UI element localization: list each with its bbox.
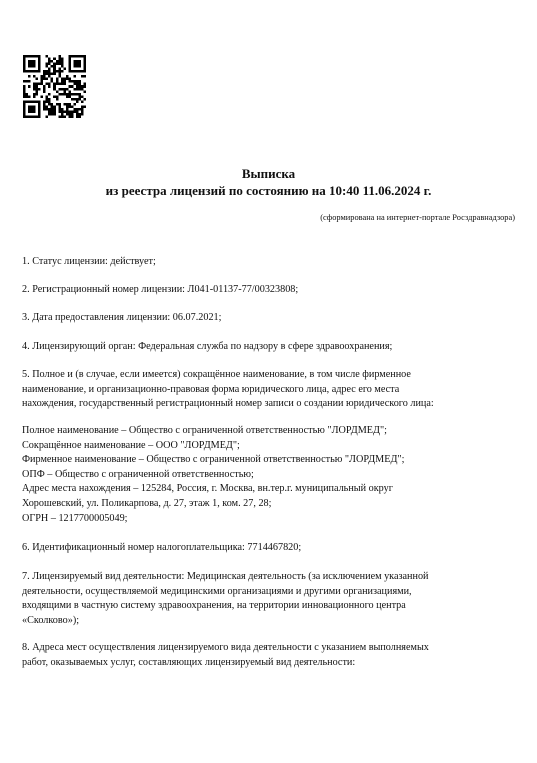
document-subtitle: из реестра лицензий по состоянию на 10:40 11.06.2024 г. [105,183,432,198]
text-line: Адрес места нахождения – 125284, Россия, г. Москва, вн.тер.г. муниципальный округ [22,483,393,495]
text-line: ОГРН – 1217700005049; [22,512,128,524]
item-reg-number-text: 2. Регистрационный номер лицензии: Л041-01137-77/00323808; [22,284,299,295]
item-activity [22,570,522,628]
item-authority [22,340,522,355]
item-issue-date-text: 3. Дата предоставления лицензии: 06.07.2021; [22,312,222,323]
item-issue-date [22,311,522,326]
text-line: Полное наименование – Общество с ограниченной ответственностью "ЛОРДМЕД"; [22,425,387,436]
text-line: ОПФ – Общество с ограниченной ответственностью; [22,468,254,480]
text-line: 7. Лицензируемый вид деятельности: Медицинская деятельность (за исключением указанной [22,571,429,582]
text-line: Фирменное наименование – Общество с ограниченной ответственностью "ЛОРДМЕД"; [22,454,405,466]
text-line: наименование, и организационно-правовая форма юридического лица, адрес его места [22,383,400,395]
qr-code [23,55,86,118]
item-reg-number [22,283,522,298]
text-line: входящими в частную систему здравоохранения, на территории инновационного центра [22,600,406,612]
document-title: Выписка [241,166,296,181]
item-names-details [22,424,522,526]
text-line: Хорошевский, ул. Поликарпова, д. 27, этаж 1, ком. 27, 28; [22,497,272,509]
text-line: 5. Полное и (в случае, если имеется) сокращённое наименование, в том числе фирменное [22,369,411,380]
text-line: деятельности, осуществляемой медицинскими организациями и другими организациями, [22,585,412,597]
item-authority-text: 4. Лицензирующий орган: Федеральная служба по надзору в сфере здравоохранения; [22,341,393,352]
item-addresses [22,641,522,670]
text-line: 8. Адреса мест осуществления лицензируемого вида деятельности с указанием выполняемых [22,642,429,653]
item-status [22,255,522,270]
text-line: нахождения, государственный регистрационный номер записи о создании юридического лица: [22,398,434,410]
item-names-heading [22,368,522,412]
item-status-text: 1. Статус лицензии: действует; [22,256,156,267]
text-line: Сокращённое наименование – ООО "ЛОРДМЕД"; [22,439,240,451]
item-inn-text: 6. Идентификационный номер налогоплательщика: 7714467820; [22,542,302,553]
text-line: «Сколково»); [22,614,80,626]
item-inn [22,541,522,556]
generated-note: (сформирована на интернет-портале Росздравнадзора) [320,213,515,222]
text-line: работ, оказываемых услуг, составляющих лицензируемый вид деятельности: [22,656,356,668]
